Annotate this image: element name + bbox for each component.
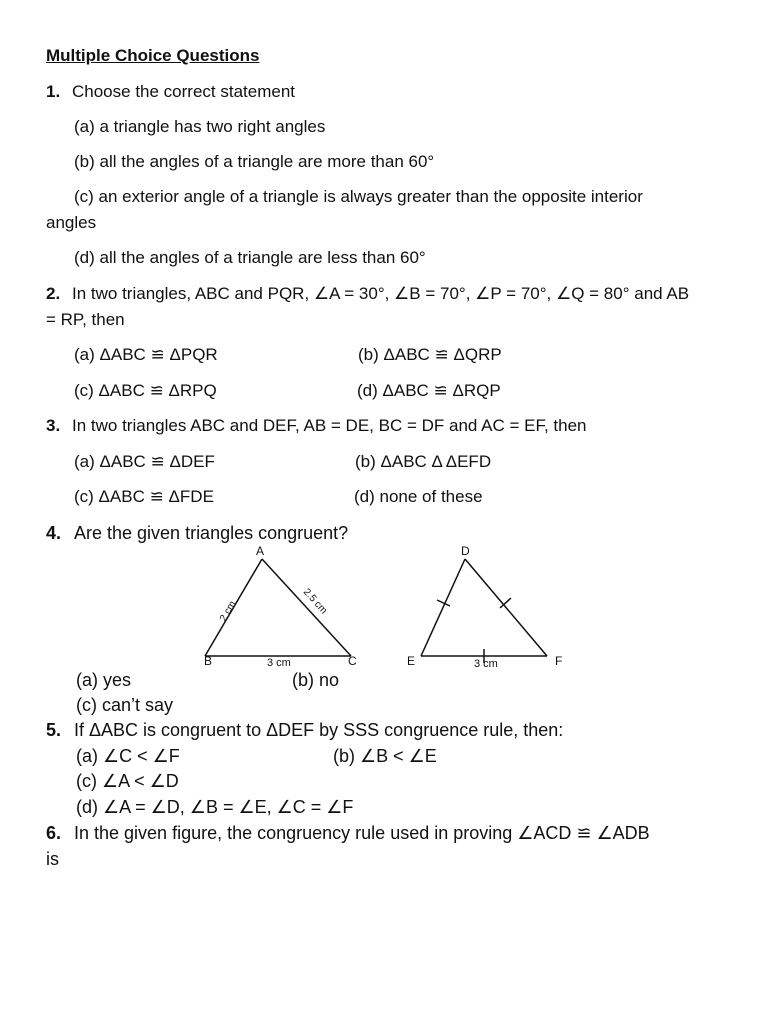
side-ac [262, 559, 351, 656]
question-1-text: Choose the correct statement [72, 82, 296, 101]
question-5-text: If ΔABC is congruent to ΔDEF by SSS congruence rule, then: [74, 720, 564, 740]
vertex-f-label: F [555, 654, 563, 668]
question-2-text: In two triangles, ABC and PQR, ∠A = 30°, ∠B = 70°, ∠P = 70°, ∠Q = 80° and AB [72, 284, 690, 303]
side-df [465, 559, 547, 656]
triangles-figure [0, 540, 768, 670]
question-4-option-c: (c) can’t say [76, 695, 174, 715]
question-1-option-c: (c) an exterior angle of a triangle is always greater than the opposite interior [74, 187, 643, 206]
side-de [421, 559, 465, 656]
question-3-text: In two triangles ABC and DEF, AB = DE, BC = DF and AC = EF, then [72, 416, 587, 435]
question-4-number: 4. [46, 523, 62, 543]
vertex-d-label: D [461, 544, 470, 558]
question-3-number: 3. [46, 416, 61, 435]
question-4-option-a: (a) yes [76, 670, 132, 690]
side-ac-measure: 2.5 cm [300, 586, 330, 617]
heading: Multiple Choice Questions [46, 46, 260, 65]
vertex-c-label: C [348, 654, 357, 668]
question-1-option-c-cont: angles [46, 213, 97, 232]
question-4-text: Are the given triangles congruent? [74, 523, 349, 543]
side-ef-measure: 3 cm [474, 658, 498, 670]
vertex-e-label: E [407, 654, 416, 668]
question-6-text-cont: is [46, 849, 59, 869]
side-ab-measure: 2 cm [218, 599, 239, 624]
question-2-option-b: (b) ΔABC ≌ ΔQRP [358, 345, 502, 364]
question-1-option-d: (d) all the angles of a triangle are less than 60° [74, 248, 426, 267]
question-2-text-cont: = RP, then [46, 310, 125, 329]
question-1-option-b: (b) all the angles of a triangle are more than 60° [74, 152, 435, 171]
question-5-option-b: (b) ∠B < ∠E [333, 746, 437, 766]
question-5-option-d: (d) ∠A = ∠D, ∠B = ∠E, ∠C = ∠F [76, 797, 354, 817]
question-5-option-c: (c) ∠A < ∠D [76, 771, 179, 791]
question-5-number: 5. [46, 720, 62, 740]
question-6-number: 6. [46, 823, 62, 843]
question-3-option-a: (a) ΔABC ≌ ΔDEF [74, 452, 215, 471]
question-3-option-b: (b) ΔABC Δ ΔEFD [355, 452, 492, 471]
question-5-option-a: (a) ∠C < ∠F [76, 746, 180, 766]
triangle-def [421, 559, 547, 663]
question-3-option-d: (d) none of these [354, 487, 483, 506]
question-2-option-d: (d) ΔABC ≌ ΔRQP [357, 381, 501, 400]
question-6-text: In the given figure, the congruency rule used in proving ∠ACD ≌ ∠ADB [74, 823, 650, 843]
question-1-option-a: (a) a triangle has two right angles [74, 117, 326, 136]
question-1-number: 1. [46, 82, 61, 101]
vertex-a-label: A [256, 544, 265, 558]
question-2-option-a: (a) ΔABC ≌ ΔPQR [74, 345, 218, 364]
vertex-b-label: B [204, 654, 213, 668]
question-2-option-c: (c) ΔABC ≌ ΔRPQ [74, 381, 217, 400]
question-4-option-b: (b) no [292, 670, 340, 690]
side-bc-measure: 3 cm [267, 657, 291, 669]
question-2-number: 2. [46, 284, 61, 303]
question-3-option-c: (c) ΔABC ≌ ΔFDE [74, 487, 214, 506]
